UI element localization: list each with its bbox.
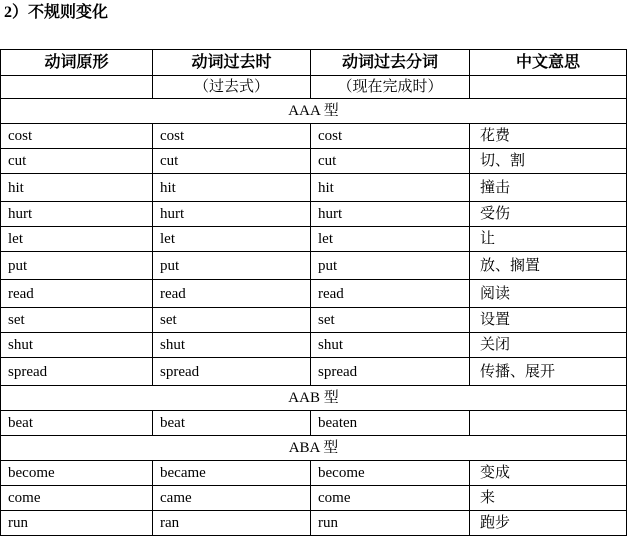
cell-base-form: run [1,511,153,536]
group-header-row [1,386,627,411]
subheader-cell [470,76,627,99]
cell-past-tense: hit [153,174,311,202]
cell-past-participle: become [311,461,470,486]
column-header-base-form: 动词原形 [1,50,153,76]
cell-base-form: cost [1,124,153,149]
cell-chinese-meaning: 来 [470,486,627,511]
table-row [1,174,627,202]
cell-past-tense: cut [153,149,311,174]
table-row [1,280,627,308]
cell-base-form: beat [1,411,153,436]
cell-chinese-meaning: 关闭 [470,333,627,358]
column-header-past-participle: 动词过去分词 [311,50,470,76]
cell-past-participle: run [311,511,470,536]
cell-chinese-meaning: 阅读 [470,280,627,308]
column-header-chinese-meaning: 中文意思 [470,50,627,76]
cell-past-tense: came [153,486,311,511]
cell-base-form: become [1,461,153,486]
cell-base-form: come [1,486,153,511]
table-row [1,333,627,358]
cell-base-form: put [1,252,153,280]
cell-past-tense: cost [153,124,311,149]
cell-chinese-meaning: 设置 [470,308,627,333]
cell-chinese-meaning: 跑步 [470,511,627,536]
cell-chinese-meaning: 变成 [470,461,627,486]
subheader-row [1,76,627,99]
cell-past-participle: cut [311,149,470,174]
cell-base-form: hit [1,174,153,202]
table-body [1,50,627,536]
cell-past-tense: became [153,461,311,486]
cell-base-form: set [1,308,153,333]
cell-past-participle: let [311,227,470,252]
subheader-cell [1,76,153,99]
cell-past-tense: shut [153,333,311,358]
header-row [1,50,627,76]
cell-chinese-meaning [470,411,627,436]
table-row [1,227,627,252]
cell-past-participle: hit [311,174,470,202]
group-label: ABA 型 [1,436,627,461]
cell-past-participle: set [311,308,470,333]
cell-base-form: cut [1,149,153,174]
cell-chinese-meaning: 受伤 [470,202,627,227]
cell-past-participle: read [311,280,470,308]
cell-past-tense: ran [153,511,311,536]
cell-past-participle: hurt [311,202,470,227]
cell-past-participle: come [311,486,470,511]
cell-past-participle: spread [311,358,470,386]
cell-chinese-meaning: 传播、展开 [470,358,627,386]
cell-base-form: hurt [1,202,153,227]
table-row [1,461,627,486]
cell-past-participle: cost [311,124,470,149]
table-row [1,252,627,280]
cell-chinese-meaning: 让 [470,227,627,252]
table-row [1,124,627,149]
table-row [1,202,627,227]
cell-chinese-meaning: 放、搁置 [470,252,627,280]
cell-base-form: let [1,227,153,252]
cell-past-participle: beaten [311,411,470,436]
cell-chinese-meaning: 花费 [470,124,627,149]
cell-base-form: read [1,280,153,308]
subheader-past-participle: （现在完成时） [311,76,470,99]
cell-chinese-meaning: 撞击 [470,174,627,202]
cell-past-participle: put [311,252,470,280]
table-row [1,149,627,174]
table-row [1,511,627,536]
group-header-row [1,436,627,461]
cell-chinese-meaning: 切、割 [470,149,627,174]
section-heading: 2）不规则变化 [4,4,109,21]
group-label: AAA 型 [1,99,627,124]
irregular-verbs-table [0,49,627,536]
table-row [1,308,627,333]
cell-past-tense: hurt [153,202,311,227]
cell-base-form: shut [1,333,153,358]
cell-past-tense: spread [153,358,311,386]
table-row [1,358,627,386]
cell-past-tense: set [153,308,311,333]
cell-base-form: spread [1,358,153,386]
table-row [1,411,627,436]
column-header-past-tense: 动词过去时 [153,50,311,76]
cell-past-tense: let [153,227,311,252]
group-header-row [1,99,627,124]
group-label: AAB 型 [1,386,627,411]
cell-past-tense: read [153,280,311,308]
subheader-past-tense: （过去式） [153,76,311,99]
cell-past-participle: shut [311,333,470,358]
table-row [1,486,627,511]
cell-past-tense: put [153,252,311,280]
cell-past-tense: beat [153,411,311,436]
